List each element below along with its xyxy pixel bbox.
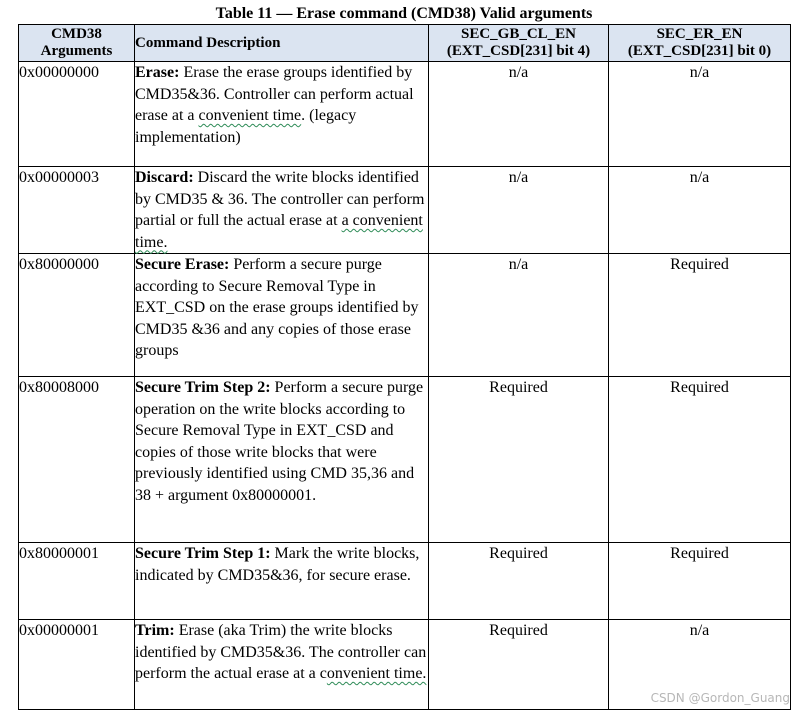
row-sec-er-en-value: n/a [609, 62, 791, 167]
header-row [19, 25, 791, 62]
table-row [19, 543, 791, 620]
header-command-description [135, 25, 429, 62]
header-gb-line2: (EXT_CSD[231] bit 4) [446, 43, 591, 59]
row-command-title: Erase: [135, 64, 180, 81]
table-row [19, 167, 791, 254]
row-argument: 0x00000001 [19, 620, 135, 710]
spellcheck-underline: convenient time [198, 107, 302, 124]
row-sec-er-en-value: Required [609, 543, 791, 620]
row-command-title: Trim: [135, 622, 175, 639]
row-description [135, 254, 429, 377]
header-arg-line2: Arguments [40, 43, 113, 59]
header-er-line2: (EXT_CSD[231] bit 0) [627, 43, 772, 59]
header-arg-line1: CMD38 [51, 26, 102, 42]
spellcheck-underline: a convenient time. [135, 212, 423, 251]
row-description-text: Discard the write blocks identified by CMD35 & 36. The controller can perform partial or full the actual erase at [135, 169, 425, 229]
row-description [135, 167, 429, 254]
row-argument: 0x00000000 [19, 62, 135, 167]
header-sec-er-en [609, 25, 791, 62]
row-sec-er-en-value: n/a [609, 620, 791, 710]
row-sec-gb-cl-en-value: Required [429, 543, 609, 620]
row-argument: 0x80008000 [19, 377, 135, 543]
row-description [135, 62, 429, 167]
table-row [19, 62, 791, 167]
csdn-watermark: CSDN @Gordon_Guang [650, 691, 790, 705]
table-caption: Table 11 — Erase command (CMD38) Valid arguments [215, 5, 593, 22]
header-desc-label: Command Description [135, 34, 281, 51]
row-description-text: Perform a secure purge according to Secure Removal Type in EXT_CSD on the erase groups identified by CMD35 &36 and any copies of those erase groups [135, 256, 419, 359]
row-description [135, 377, 429, 543]
header-gb-line1: SEC_GB_CL_EN [460, 26, 577, 42]
spellcheck-underline: onvenient time. [326, 665, 427, 682]
row-sec-er-en-value: n/a [609, 167, 791, 254]
row-description-text: Perform a secure purge operation on the write blocks according to Secure Removal Type in EXT_CSD and copies of those write blocks that were previously identified using CMD 35,36 and 38 + argument 0x80000001. [135, 379, 424, 504]
row-sec-er-en-value: Required [609, 254, 791, 377]
row-sec-gb-cl-en-value: n/a [429, 167, 609, 254]
row-description-text: Erase the erase groups identified by CMD35&36. Controller can perform actual erase at a [135, 64, 414, 124]
row-command-title: Secure Erase: [135, 256, 230, 273]
row-description-tail: . (legacy implementation) [135, 107, 357, 146]
row-argument: 0x80000000 [19, 254, 135, 377]
row-command-title: Secure Trim Step 2: [135, 379, 271, 396]
row-argument: 0x80000001 [19, 543, 135, 620]
row-sec-gb-cl-en-value: n/a [429, 254, 609, 377]
row-sec-er-en-value: Required [609, 377, 791, 543]
header-er-line1: SEC_ER_EN [656, 26, 743, 42]
row-description-text: Mark the write blocks, indicated by CMD35&36, for secure erase. [135, 545, 420, 584]
erase-arguments-table [18, 24, 791, 710]
row-description [135, 620, 429, 710]
row-description-text: Erase (aka Trim) the write blocks identified by CMD35&36. The controller can perform the actual erase at a c [135, 622, 427, 682]
row-command-title: Secure Trim Step 1: [135, 545, 271, 562]
row-argument: 0x00000003 [19, 167, 135, 254]
header-sec-gb-cl-en [429, 25, 609, 62]
row-description [135, 543, 429, 620]
header-cmd38-arguments [19, 25, 135, 62]
table-row [19, 254, 791, 377]
row-command-title: Discard: [135, 169, 194, 186]
row-sec-gb-cl-en-value: Required [429, 377, 609, 543]
row-sec-gb-cl-en-value: Required [429, 620, 609, 710]
row-sec-gb-cl-en-value: n/a [429, 62, 609, 167]
table-row [19, 377, 791, 543]
